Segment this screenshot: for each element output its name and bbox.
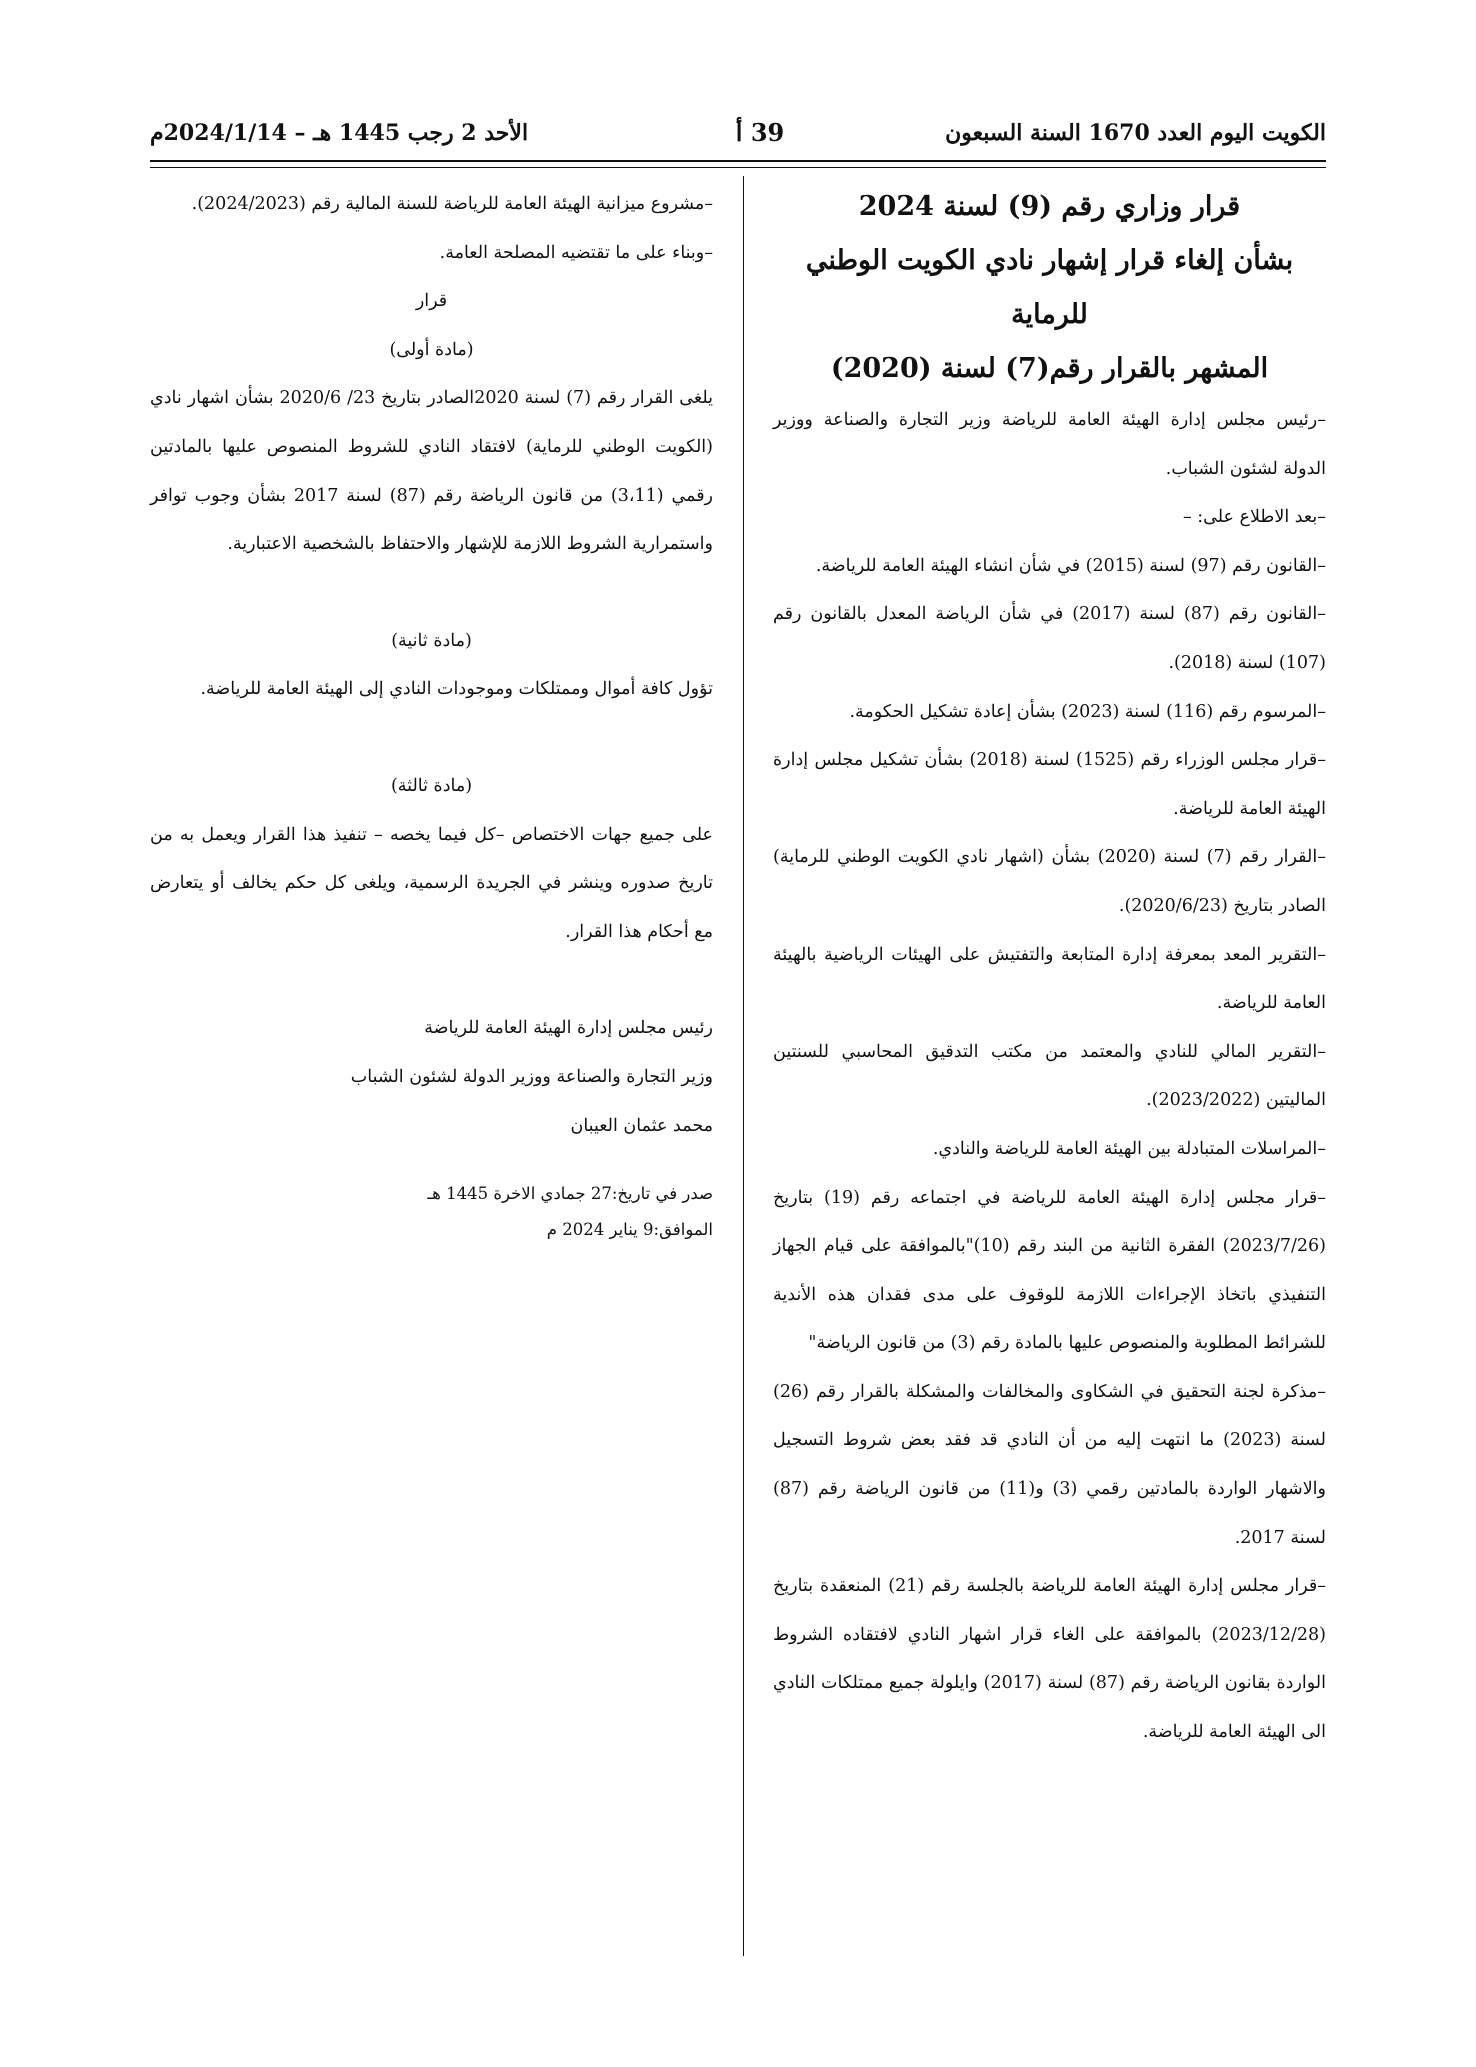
- preamble-cabinet-1525: –قرار مجلس الوزراء رقم (1525) لسنة (2018) بشأن تشكيل مجلس إدارة الهيئة العامة للرياضة.: [773, 750, 1326, 819]
- preamble-inspection-report: –التقرير المعد بمعرفة إدارة المتابعة والتفتيش على الهيئات الرياضية بالهيئة العامة للرياضة.: [773, 944, 1326, 1014]
- article-1-heading: (مادة أولى): [389, 339, 474, 360]
- spacer: [150, 1150, 713, 1176]
- preamble-board-session-21: –قرار مجلس إدارة الهيئة العامة للرياضة بالجلسة رقم (21) المنعقدة بتاريخ (2023/12/28) بالموافقة على الغاء قرار اشهار النادي لافتقاده الشروط الواردة بقانون الرياضة رقم (87) لسنة (2017) وايلولة جميع ممتلكات النادي الى الهيئة العامة للرياضة.: [773, 1576, 1327, 1743]
- preamble-decree-116: –المرسوم رقم (116) لسنة (2023) بشأن إعادة تشكيل الحكومة.: [849, 701, 1326, 722]
- signature-title-2: وزير التجارة والصناعة ووزير الدولة لشئون الشباب: [350, 1066, 713, 1087]
- preamble-investigation-memo: –مذكرة لجنة التحقيق في الشكاوى والمخالفات والمشكلة بالقرار رقم (26) لسنة (2023) ما انتهت إليه من أن النادي قد فقد بعض شروط التسجيل والاشهار الواردة بالمادتين رقمي (3) و(11) من قانون الرياضة رقم (87) لسنة 2017.: [773, 1381, 1326, 1548]
- article-2-heading: (مادة ثانية): [391, 630, 472, 651]
- left-column: [150, 180, 713, 1248]
- decree-subtitle-line-1: بشأن إلغاء قرار إشهار نادي الكويت الوطني للرماية: [805, 245, 1294, 330]
- article-3-text: على جميع جهات الاختصاص –كل فيما يخصه – تنفيذ هذا القرار ويعمل به من تاريخ صدوره وينشر في الجريدة الرسمية، ويلغى كل حكم يخالف أو يتعارض مع أحكام هذا القرار.: [150, 824, 713, 942]
- article-2-text: تؤول كافة أموال وممتلكات وموجودات النادي إلى الهيئة العامة للرياضة.: [200, 679, 713, 700]
- page-header: [150, 120, 1326, 156]
- spacer: [150, 714, 713, 762]
- right-column: [773, 180, 1326, 1757]
- column-divider: [743, 176, 744, 1956]
- decree-subtitle-line-2: المشهر بالقرار رقم(7) لسنة (2020): [830, 353, 1269, 384]
- issued-date-gregorian: الموافق:9 يناير 2024 م: [546, 1220, 713, 1240]
- page-number: 39 أ: [735, 118, 785, 147]
- article-1-text: يلغى القرار رقم (7) لسنة 2020الصادر بتاريخ 23/ 2020/6 بشأن اشهار نادي (الكويت الوطني للرماية) لافتقاد النادي للشروط المنصوص عليها بالمادتين رقمي (3،11) من قانون الرياضة رقم (87) لسنة 2017 بشأن وجوب توافر واستمرارية الشروط اللازمة للإشهار والاحتفاظ بالشخصية الاعتبارية.: [150, 388, 714, 555]
- preamble-review: –بعد الاطلاع على: –: [1182, 507, 1326, 528]
- spacer: [150, 956, 713, 1004]
- preamble-law-97: –القانون رقم (97) لسنة (2015) في شأن انشاء الهيئة العامة للرياضة.: [815, 555, 1326, 576]
- spacer: [150, 569, 713, 617]
- signature-title-1: رئيس مجلس إدارة الهيئة العامة للرياضة: [424, 1018, 713, 1039]
- preamble-correspondence: –المراسلات المتبادلة بين الهيئة العامة للرياضة والنادي.: [932, 1138, 1326, 1159]
- preamble-budget: –مشروع ميزانية الهيئة العامة للرياضة للسنة المالية رقم (2024/2023).: [191, 194, 713, 214]
- preamble-decision-7: –القرار رقم (7) لسنة (2020) بشأن (اشهار نادي الكويت الوطني للرماية) الصادر بتاريخ (2020/6/23).: [773, 847, 1326, 916]
- header-rule-thin: [150, 167, 1326, 168]
- issued-date-hijri: صدر في تاريخ:27 جمادي الاخرة 1445 هـ: [427, 1184, 713, 1204]
- preamble-board-meeting-19: –قرار مجلس إدارة الهيئة العامة للرياضة في اجتماعه رقم (19) بتاريخ (2023/7/26) الفقرة الثانية من البند رقم (10)"بالموافقة على قيام الجهاز التنفيذي باتخاذ الإجراءات اللازمة للوقوف على مدى فقدان هذه الأندية للشرائط المطلوبة والمنصوص عليها بالمادة رقم (3) من قانون الرياضة": [773, 1187, 1326, 1354]
- issue-info: الكويت اليوم العدد 1670 السنة السبعون: [945, 120, 1326, 146]
- signature-name: محمد عثمان العيبان: [570, 1115, 713, 1136]
- issue-date: الأحد 2 رجب 1445 هـ – 2024/1/14م: [150, 120, 529, 146]
- decree-title: قرار وزاري رقم (9) لسنة 2024: [858, 191, 1241, 222]
- preamble-issuer: –رئيس مجلس إدارة الهيئة العامة للرياضة وزير التجارة والصناعة ووزير الدولة لشئون الشباب.: [773, 410, 1326, 479]
- preamble-financial-report: –التقرير المالي للنادي والمعتمد من مكتب التدقيق المحاسبي للسنتين الماليتين (2023/2022).: [773, 1041, 1326, 1111]
- article-3-heading: (مادة ثالثة): [390, 775, 473, 796]
- preamble-law-87: –القانون رقم (87) لسنة (2017) في شأن الرياضة المعدل بالقانون رقم (107) لسنة (2018).: [773, 604, 1327, 673]
- header-rule-thick: [150, 160, 1326, 162]
- preamble-public-interest: –وبناء على ما تقتضيه المصلحة العامة.: [439, 242, 713, 263]
- decision-heading: قرار: [415, 291, 448, 312]
